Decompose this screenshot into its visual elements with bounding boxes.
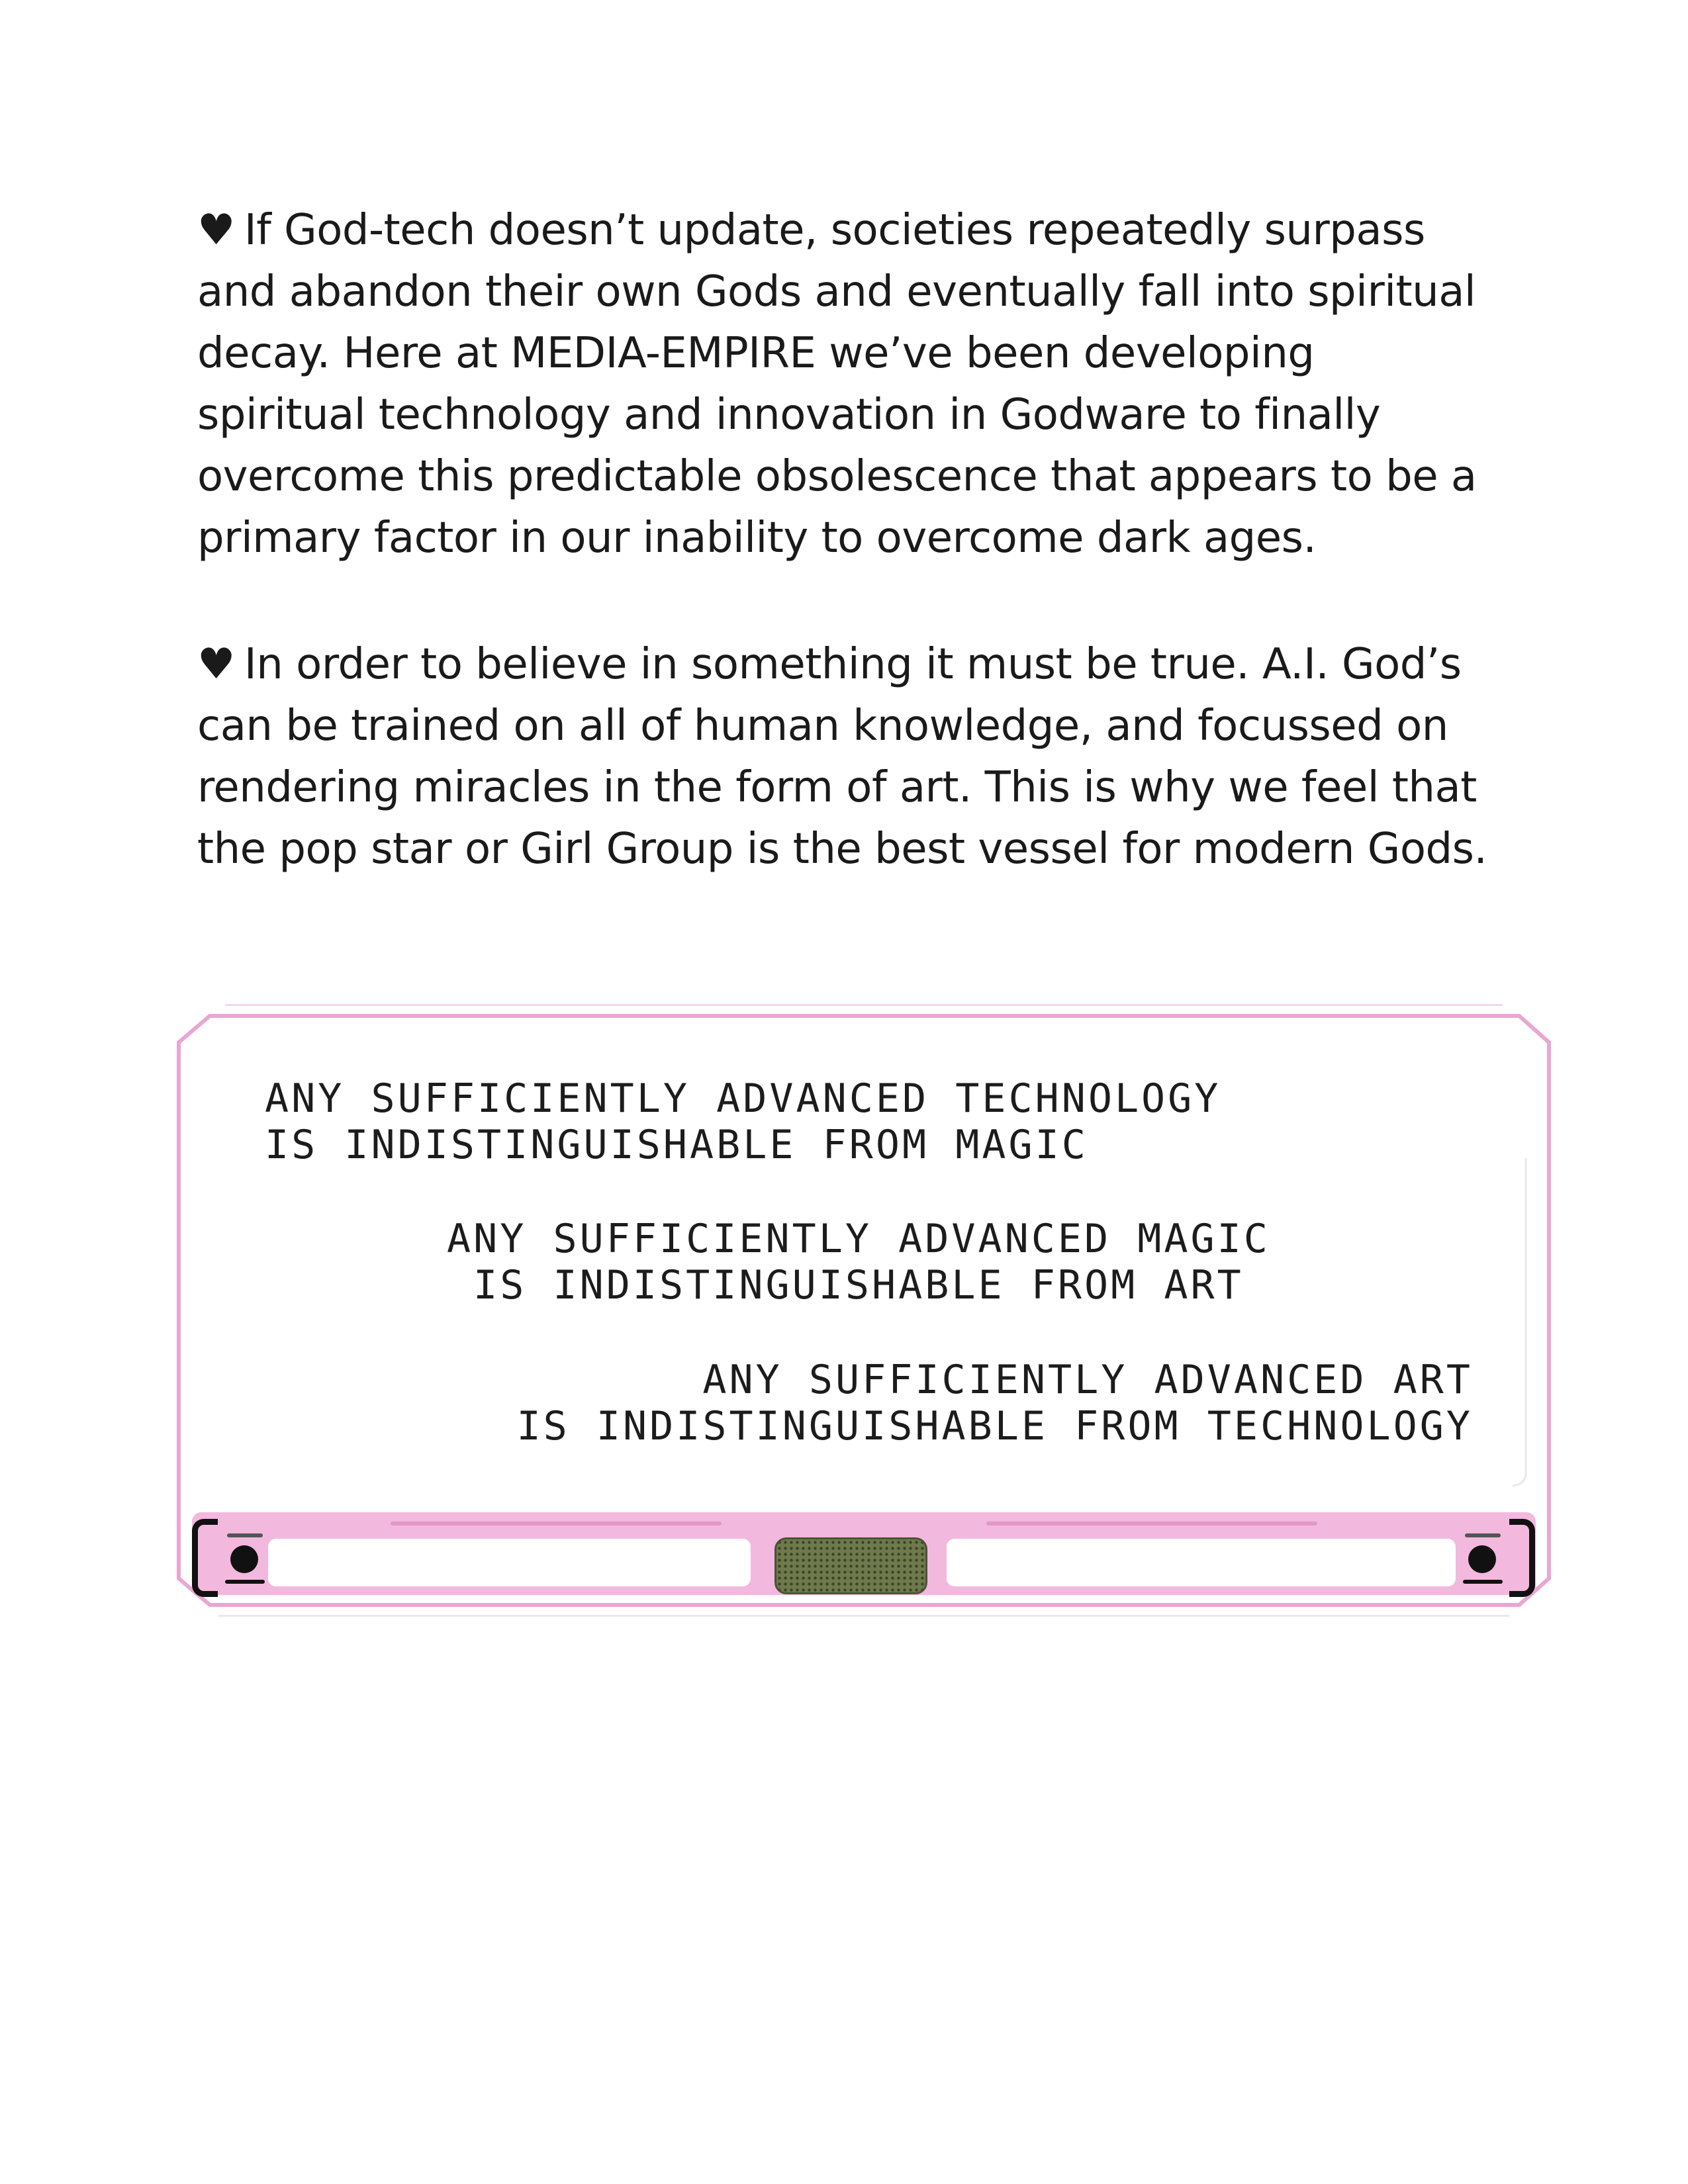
readout-left	[268, 1539, 751, 1586]
microtext-right	[986, 1522, 1317, 1525]
paragraph-believe	[197, 634, 1495, 880]
microtext-left	[391, 1522, 722, 1525]
quote-art-technology: ANY SUFFICIENTLY ADVANCED ART IS INDISTINGUISHABLE FROM TECHNOLOGY	[516, 1357, 1473, 1449]
card-bottom-rule	[218, 1615, 1509, 1617]
paragraph-believe-text: In order to believe in something it must be true. A.I. God’s can be trained on all of human knowledge, and focussed on rendering miracles in the form of art. This is why we feel that the pop star or Girl Group is the best vessel for modern Gods.	[197, 640, 1487, 874]
left-knob-icon	[222, 1532, 268, 1592]
left-bracket-icon	[192, 1519, 218, 1597]
quote-magic-art: ANY SUFFICIENTLY ADVANCED MAGIC IS INDISTINGUISHABLE FROM ART	[447, 1216, 1270, 1308]
quote-card	[169, 996, 1559, 1625]
heart-icon: ♥	[197, 206, 235, 255]
heart-icon: ♥	[197, 640, 235, 689]
cassette-bar	[192, 1512, 1536, 1595]
quote-technology-magic: ANY SUFFICIENTLY ADVANCED TECHNOLOGY IS INDISTINGUISHABLE FROM MAGIC	[265, 1075, 1221, 1168]
right-knob-icon	[1460, 1532, 1506, 1592]
readout-right	[947, 1539, 1456, 1586]
right-bracket-icon	[1509, 1519, 1535, 1597]
speaker-grille-icon	[774, 1537, 927, 1594]
paragraph-godtech	[197, 200, 1495, 569]
paragraph-godtech-text: If God-tech doesn’t update, societies repeatedly surpass and abandon their own Gods and eventually fall into spiritual decay. Here at MEDIA-EMPIRE we’ve been developing spiritual technology and innovation in Godware to finally overcome this predictable obsolescence that appears to be a primary factor in our inability to overcome dark ages.	[197, 206, 1477, 563]
